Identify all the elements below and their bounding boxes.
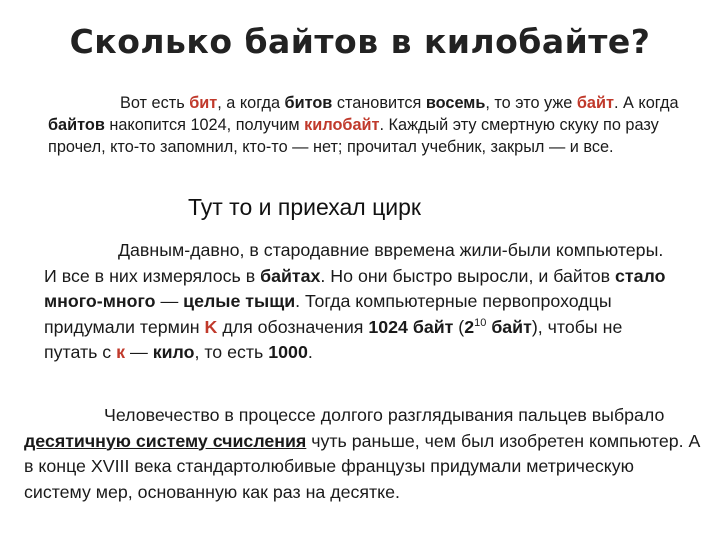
term-K: K [204,316,218,337]
text: . А когда [613,94,679,112]
term-bit: бит [189,94,218,112]
term-bits: битов [284,94,333,112]
text: чуть раньше, чем был изобретен компьютер. А в конце XVIII века стандартолюбивые французы придумали метрическую систему мер, основанную как раз на десятке. [24,430,701,502]
text: . Каждый эту смертную скуку по разу прочел, кто-то запомнил, кто-то — нет; прочитал учебник, закрыл — и все. [48,116,659,156]
term-bytes: байтов [48,116,105,134]
term-bayt: байт [486,316,532,337]
text: — [155,291,184,311]
term-decimal-system: десятичную систему счисления [24,430,307,451]
text: . Но они быстро выросли, и байтов [320,265,616,286]
text: Вот есть [120,94,190,112]
intro-paragraph [48,92,688,158]
text: , то это уже [485,94,577,112]
text: , то есть [194,342,269,362]
decimal-paragraph [24,403,704,505]
text: — [125,342,153,362]
text: Человечество в процессе долгого разглядывания пальцев выбрало [104,405,665,425]
exponent: 10 [474,316,487,329]
text: . [307,342,313,362]
text: становится [332,94,426,112]
term-kilobyte: килобайт [304,116,380,134]
term-k: к [116,342,126,362]
term-1000: 1000 [268,342,308,362]
term-two: 2 [464,316,475,337]
history-paragraph [44,238,674,366]
term-many: стало много-много [44,265,666,311]
term-bytes: байтах [260,265,321,286]
text: . Тогда компьютерные первопроходцы придумали термин [44,291,612,337]
term-1024: 1024 байт [368,316,454,337]
term-byte: байт [576,94,614,112]
term-thousands: целые тыщи [183,291,296,311]
text: накопится 1024, получим [104,116,305,134]
text: Давным-давно, в стародавние ввремена жили-были компьютеры. И все в них измерялось в [44,240,664,286]
section-subtitle: Тут то и приехал цирк [188,194,421,220]
term-kilo: кило [152,342,195,362]
page-title: Сколько байтов в килобайте? [69,22,651,61]
text: для обозначения [217,316,369,337]
text: ), чтобы не путать с [44,316,623,362]
text: ( [453,316,465,337]
text: , а когда [217,94,285,112]
term-eight: восемь [425,94,486,112]
